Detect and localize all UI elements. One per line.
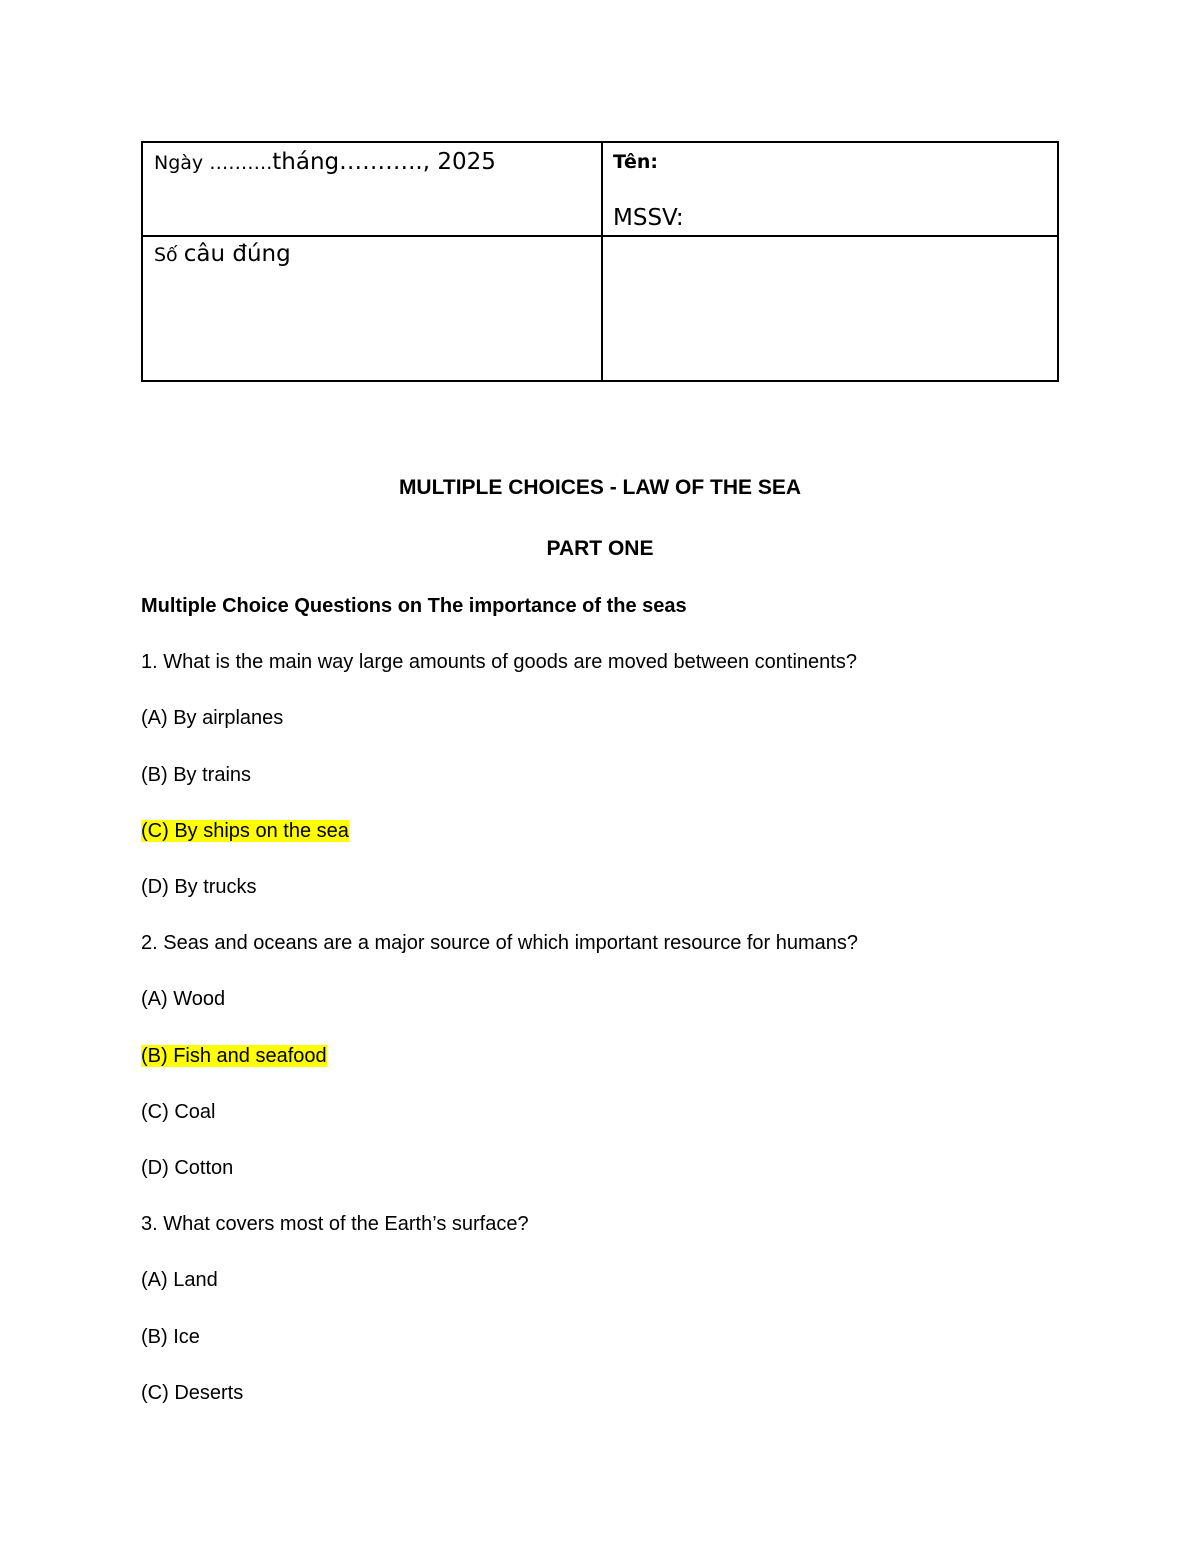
option-text: (C) Deserts [141, 1382, 244, 1404]
correct-answer-highlight: (B) Fish and seafood [141, 1045, 327, 1067]
date-month-year: tháng……….., 2025 [272, 149, 496, 175]
q3-option-b [141, 1326, 200, 1349]
q1-option-a [141, 707, 283, 730]
option-text: (D) Cotton [141, 1157, 234, 1179]
q1-option-c [141, 820, 349, 843]
table-row-divider [143, 235, 1057, 237]
option-text: (B) Ice [141, 1326, 200, 1348]
score-field [154, 241, 291, 267]
q2-option-d [141, 1157, 233, 1180]
question-3: 3. What covers most of the Earth’s surface? [141, 1213, 529, 1235]
option-text: (C) Coal [141, 1101, 216, 1123]
table-column-divider [601, 143, 603, 380]
option-text: (A) Wood [141, 988, 226, 1010]
student-id-label: MSSV: [613, 205, 684, 231]
q2-option-c [141, 1101, 215, 1124]
question-2: 2. Seas and oceans are a major source of which important resource for humans? [141, 932, 859, 954]
document-title: MULTIPLE CHOICES - LAW OF THE SEA [398, 476, 802, 499]
name-label: Tên: [613, 151, 659, 173]
q1-option-b [141, 764, 251, 787]
student-info-table [141, 141, 1059, 382]
question-1: 1. What is the main way large amounts of goods are moved between continents? [141, 651, 857, 673]
option-text: (A) By airplanes [141, 707, 284, 729]
date-field [154, 149, 496, 175]
q2-option-b [141, 1045, 327, 1068]
score-label-rest: câu đúng [183, 241, 291, 267]
q2-option-a [141, 988, 225, 1011]
section-heading: Multiple Choice Questions on The importance of the seas [141, 595, 687, 617]
q1-option-d [141, 876, 257, 899]
part-title: PART ONE [546, 537, 654, 560]
correct-answer-highlight: (C) By ships on the sea [141, 820, 349, 842]
date-prefix: Ngày ………. [154, 152, 273, 174]
q3-option-c [141, 1382, 243, 1405]
option-text: (B) By trains [141, 764, 252, 786]
option-text: (A) Land [141, 1269, 218, 1291]
q3-option-a [141, 1269, 218, 1292]
option-text: (D) By trucks [141, 876, 257, 898]
score-prefix: Số [154, 244, 184, 266]
